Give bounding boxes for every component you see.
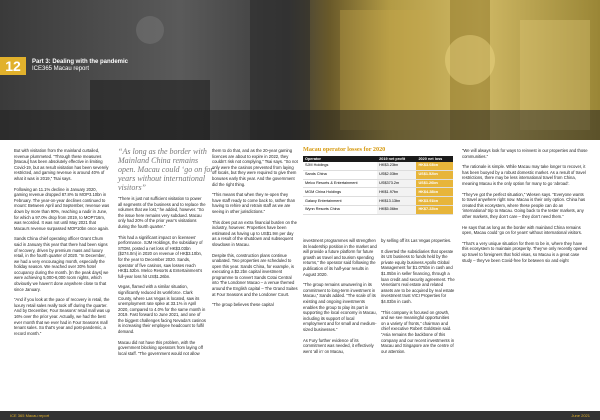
article-column-4 bbox=[303, 238, 377, 359]
article-column-5 bbox=[381, 238, 455, 359]
part-subtitle: ICE365 Macau report bbox=[32, 66, 90, 72]
paragraph: “We will always look for ways to reinvest in our properties and those communities.” bbox=[462, 148, 588, 159]
paragraph: He says that as long as the border with mainland China remains open, Macau could ‘go on for years’ without international visitors. bbox=[462, 224, 582, 236]
paragraph: “There is just not sufficient visitation to power all segments of the business and to replace the volumes that we lost,” he added, however. “So the issue here remains very subdued. Macau only had 20% of the prior year’s visitations during the fourth quarter.” bbox=[118, 196, 206, 229]
table-row bbox=[303, 162, 453, 170]
table-cell-operator: Melco Resorts & Entertainment bbox=[303, 179, 377, 188]
page-header-bar bbox=[0, 57, 128, 75]
article-column-1 bbox=[14, 148, 110, 341]
paragraph: investment programmes will strengthen its leadership position in the market and will provide a future platform for future growth as travel and tourism spending returns,” the operator said following the publication of its half-year results in August 2020. bbox=[303, 238, 377, 277]
table-cell-operator: Wynn Resorts China bbox=[303, 205, 377, 214]
paragraph: Despite this, construction plans continue unabated. Two properties are scheduled to open this year. Sands China, for example, is executing a $2.2bn capital investment programme to convert Sands Cotai Central into The Londoner Macao – a venue themed around the English capital – The Grand Suites at Four Seasons and the Londoner Court. bbox=[212, 252, 298, 297]
table-header-cell: 2020 net loss bbox=[416, 156, 453, 162]
paragraph: “That’s a very unique situation for them to be in, where they have this ecosystem to maintain prosperity. They’ve only recently opened up travel to foreigners that hold visas, so Macau is a great case study – they’ve been Covid-free for between six and eight bbox=[462, 240, 588, 263]
page-number: 12 bbox=[0, 57, 26, 75]
paragraph: The rationale is simple. While Macau may take longer to recover, it has been buoyed by a robust domestic market. As a result of travel restrictions, there may be less international travel from China, meaning Macau is the only option for many to go ‘abroad’. bbox=[462, 164, 586, 186]
table-cell-profit: US$373.2m bbox=[377, 179, 416, 188]
paragraph: “And if you look at the pace of recovery in retail, the luxury retail sales really took off during the quarter. And by December, Four Seasons’ retail mall was up 16% over the prior year. Actually, we had the best ever month that we ever had in Four Seasons mall tenant sales. So that’s year and post-pandemic, a record month.” bbox=[14, 297, 110, 336]
article-column-3 bbox=[212, 148, 298, 313]
footer-publication: ICE 365 Macau report bbox=[10, 413, 50, 418]
paragraph: But with visitation from the mainland curtailed, revenue plummeted. “Through these measures [Macau] has been absolutely effective in limiting Covid-19, but as result visitation has been severely restricted, and gaming revenue is around 40% of what it was in 2019,” Tsai says. bbox=[14, 148, 109, 181]
article-column-2 bbox=[118, 196, 206, 361]
page-footer bbox=[0, 411, 600, 420]
table-cell-profit: HK$1.97bn bbox=[377, 188, 416, 197]
paragraph: This had a significant impact on licensees’ performance. SJM Holdings, the subsidiary of STDM, posted a net loss of HK$3.03bn ($274.0m) in 2020 on revenue of HK$3.10bn, for the year to December 2020. Sands, operator of five casinos, saw losses reach HK$1.52bn. Melco Resorts & Entertainment’s full-year loss hit US$1.26bn. bbox=[118, 234, 203, 279]
paragraph: Vegas, flamed with a similar situation, significantly reduced its workforce. Clark County, where Las Vegas is located, saw its unemployment rate spike at 33.1% in April 2020, compared to 4.0% for the same month in 2019. Fast forward to June 2021, and one of the biggest challenges facing Nevada’s casinos is increasing their employee headcount to fulfil demand. bbox=[118, 284, 206, 335]
part-title: Part 3: Dealing with the pandemic bbox=[32, 59, 129, 65]
table-cell-profit: HK$3.23bn bbox=[377, 162, 416, 170]
paragraph: It diverted the subsidiaries that operate its US business to funds held by the private equity business Apollo Global Management for $1.075bn in cash and $1.05bn in seller financing, through a loan credit and security agreement. The Venetian’s real estate and related assets are to be acquired by real estate investment trust VICI Properties for $4.03bn in cash. bbox=[381, 248, 455, 304]
paragraph: “This means that when they re-open they have staff ready to come back to, rather than having to rehire and retrain staff as we are seeing in other jurisdictions.” bbox=[212, 192, 296, 214]
table-cell-profit: HK$5.06bn bbox=[377, 205, 416, 214]
table-header-cell: 2019 net profit bbox=[377, 156, 416, 162]
paragraph: This does put an extra financial burden on the industry, however. Properties have been estimated as having up to US$1.9m per day as a result of the shutdown and subsequent slowdown in Macau. bbox=[212, 219, 297, 247]
table-cell-operator: MGM China Holdings bbox=[303, 188, 377, 197]
table-cell-loss: US$1.26bn bbox=[416, 179, 453, 188]
paragraph: “The group believes these capital bbox=[212, 302, 274, 308]
table-row bbox=[303, 188, 453, 197]
footer-date: June 2021 bbox=[571, 413, 590, 418]
table-row bbox=[303, 179, 453, 188]
article-column-6 bbox=[462, 148, 588, 268]
paragraph: Sands China chief operating officer Grant Chum said in January this year that there had been signs of recovery, driven by premium mass and luxury retail, in the fourth quarter of 2020. “In December, we had a very encouraging month, especially the holiday season. We reached over 30% hotel occupancy during the month. [In the peak days] we were achieving 5,000-6,000 room nights, which obviously we haven’t done anywhere close to that since January. bbox=[14, 236, 109, 292]
table-title: Macau operator losses for 2020 bbox=[303, 146, 386, 153]
table-cell-profit: US$2.03bn bbox=[377, 170, 416, 179]
table-cell-loss: HK$4.28bn bbox=[416, 188, 453, 197]
paragraph: “This company is focused on growth, and we see meaningful opportunities on a variety of fronts,” chairman and chief executive Robert Goldstein said. “Asia remains the backbone of this company and our recent investments in Macau and Singapore are the centre of our attention. bbox=[381, 309, 455, 354]
hero-photo bbox=[0, 0, 600, 140]
pull-quote: “As long as the border with Mainland China remains open. Macau could ‘go on for years without international visitors” bbox=[118, 147, 214, 192]
table-cell-operator: Galaxy Entertainment bbox=[303, 197, 377, 206]
paragraph: by selling off its Las Vegas properties. bbox=[381, 238, 452, 243]
table-row bbox=[303, 170, 453, 179]
table-cell-loss: US$1.52bn bbox=[416, 170, 453, 179]
table-cell-profit: HK$13.13bn bbox=[377, 197, 416, 206]
table-header-cell: Operator bbox=[303, 156, 377, 162]
table-cell-operator: Sands China bbox=[303, 170, 377, 179]
operator-losses-table-block bbox=[303, 146, 453, 215]
paragraph: Following an 11.1% decline in January 2020, gaming revenue dropped 87.8% to MOP3.10bn in February. The year-on-year declines continued to mount: Between April and September, revenue was down by more than 90%, reaching a nadir in June, for which a 97.0% drop from 2019, to MOP716m, was recorded. It was not until May 2021 that Macau’s revenue surpassed MOP10bn once again. bbox=[14, 186, 110, 231]
paragraph: “The group remains unwavering in its commitment to long-term investment in Macau,” Sands added. “The scale of its existing and ongoing investments enables the group to play its part in supporting the local economy in Macau, including its support of local employment and for small and medium-sized businesses.” bbox=[303, 282, 377, 332]
operator-losses-table bbox=[303, 156, 453, 215]
table-cell-loss: HK$3.91bn bbox=[416, 197, 453, 206]
table-cell-operator: SJM Holdings bbox=[303, 162, 377, 170]
paragraph: them to do that, and as the 20-year gaming licences are about to expire in 2022, they couldn’t risk not complying,” Tsai says. “So not only were the casinos prevented from laying off locals, but they were required to give them bonuses early this year. And the government did the right thing. bbox=[212, 148, 298, 187]
paragraph: “They’ve got the perfect situation,” Wiesen says. “Everyone wants to travel anywhere right now. Macau is their only option. China has created this ecosystem, where these people can do an ‘international’ trip to Macau. Going back to the tester markets, any other markets, they don’t care – they don’t need them.” bbox=[462, 191, 586, 219]
table-row bbox=[303, 197, 453, 206]
table-row bbox=[303, 205, 453, 214]
paragraph: As Fury further evidence of its commitment was needed, it effectively went ‘all in’ on Macau, bbox=[303, 337, 374, 354]
part-title-block bbox=[32, 59, 128, 73]
paragraph: Macau did not have this problem, with the government blocking operators from laying off local staff. “The government would not allow bbox=[118, 339, 203, 356]
table-cell-loss: HK$7.22bn bbox=[416, 205, 453, 214]
table-cell-loss: HK$3.03bn bbox=[416, 162, 453, 170]
